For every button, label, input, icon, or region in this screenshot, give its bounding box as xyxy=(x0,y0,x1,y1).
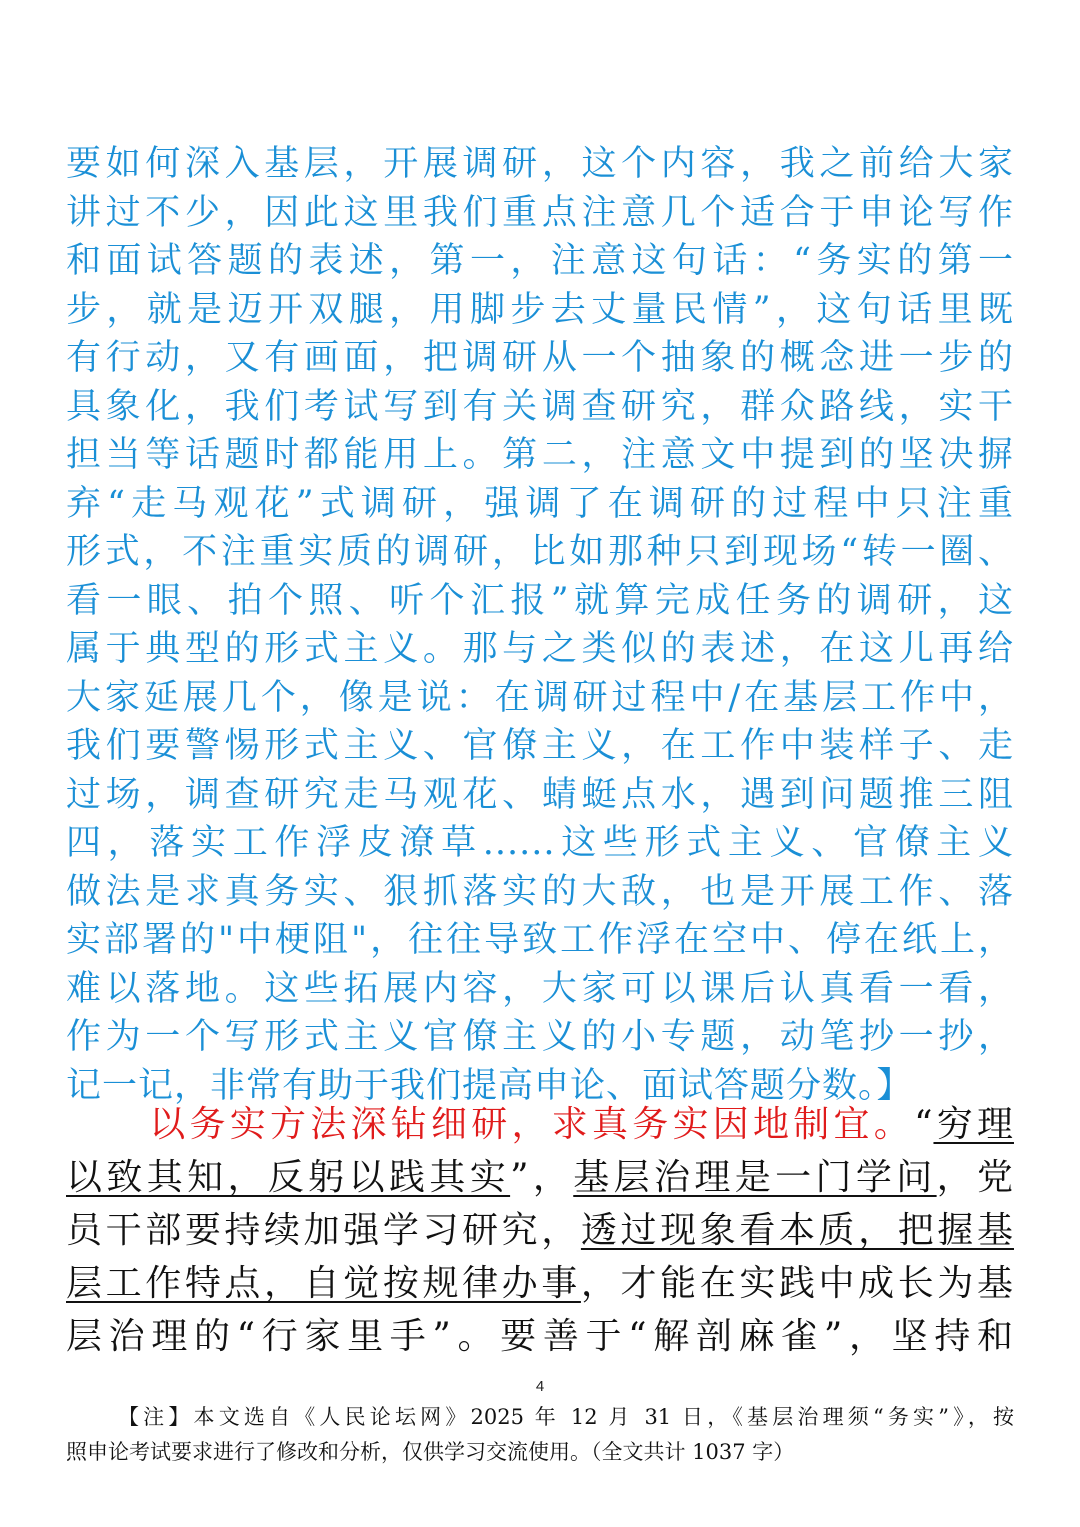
text-line: 做法是求真务实、狠抓落实的大敌，也是开展工作、落 xyxy=(66,871,1014,912)
text-line: 层工作特点，自觉按规律办事，才能在实践中成长为基 xyxy=(66,1263,1014,1304)
footnote-line: 照申论考试要求进行了修改和分析，仅供学习交流使用。（全文共计 1037 字） xyxy=(66,1440,795,1464)
body-paragraph xyxy=(66,1098,1014,1363)
text-line: 和面试答题的表述，第一，注意这句话：“务实的第一 xyxy=(66,241,1014,281)
footnote xyxy=(66,1400,1014,1470)
text-line: 具象化，我们考试写到有关调查研究，群众路线，实干 xyxy=(66,386,1014,427)
underlined-text: 基层治理是一门学问 xyxy=(573,1157,937,1198)
underlined-text: 透过现象看本质，把握基 xyxy=(580,1210,1014,1251)
text-line: 层治理的“行家里手”。要善于“解剖麻雀”，坚持和 xyxy=(66,1316,1014,1357)
text-line: 担当等话题时都能用上。第二，注意文中提到的坚决摒 xyxy=(66,435,1014,475)
text-line: 四，落实工作浮皮潦草......这些形式主义、官僚主义 xyxy=(66,823,1014,863)
text-line: 弃“走马观花”式调研，强调了在调研的过程中只注重 xyxy=(66,483,1014,524)
text-line: 难以落地。这些拓展内容，大家可以课后认真看一看， xyxy=(66,968,1014,1009)
text-line: 作为一个写形式主义官僚主义的小专题，动笔抄一抄， xyxy=(66,1017,1014,1057)
text-line: 员干部要持续加强学习研究，透过现象看本质，把握基 xyxy=(66,1210,1014,1251)
underlined-text: 穷理 xyxy=(933,1104,1014,1145)
text-line: 实部署的"中梗阻"，往往导致工作浮在空中、停在纸上， xyxy=(66,920,1014,960)
text-line: 以务实方法深钻细研，求真务实因地制宜。“穷理 xyxy=(146,1104,1014,1145)
text-line: 记一记，非常有助于我们提高申论、面试答题分数。】 xyxy=(66,1065,913,1106)
text-line: 有行动，又有画面，把调研从一个抽象的概念进一步的 xyxy=(66,338,1014,378)
underlined-text: 以致其知，反躬以践其实 xyxy=(66,1157,511,1198)
text-line: 步，就是迈开双腿，用脚步去丈量民情”，这句话里既 xyxy=(66,289,1014,330)
blue-analysis-paragraph xyxy=(66,140,1014,1110)
underlined-text: 层工作特点，自觉按规律办事 xyxy=(66,1263,581,1304)
text-line: 形式，不注重实质的调研，比如那种只到现场“转一圈、 xyxy=(66,532,1014,572)
text-line: 我们要警惕形式主义、官僚主义，在工作中装样子、走 xyxy=(66,726,1014,766)
red-heading-text: 以务实方法深钻细研，求真务实因地制宜。 xyxy=(146,1104,915,1145)
text-line: 过场，调查研究走马观花、蜻蜓点水，遇到问题推三阻 xyxy=(66,774,1014,815)
text-line: 看一眼、拍个照、听个汇报”就算完成任务的调研，这 xyxy=(66,580,1014,621)
page-number: 4 xyxy=(535,1378,545,1395)
text-line: 属于典型的形式主义。那与之类似的表述，在这儿再给 xyxy=(66,629,1014,669)
footnote-line: 【注】本文选自《人民论坛网》2025 年 12 月 31 日，《基层治理须“务实”》，按 xyxy=(118,1405,1014,1429)
text-line: 讲过不少，因此这里我们重点注意几个适合于申论写作 xyxy=(66,192,1014,233)
text-line: 以致其知，反躬以践其实”，基层治理是一门学问，党 xyxy=(66,1157,1014,1198)
text-line: 要如何深入基层，开展调研，这个内容，我之前给大家 xyxy=(66,144,1014,184)
text-line: 大家延展几个，像是说：在调研过程中/在基层工作中， xyxy=(66,677,1014,718)
